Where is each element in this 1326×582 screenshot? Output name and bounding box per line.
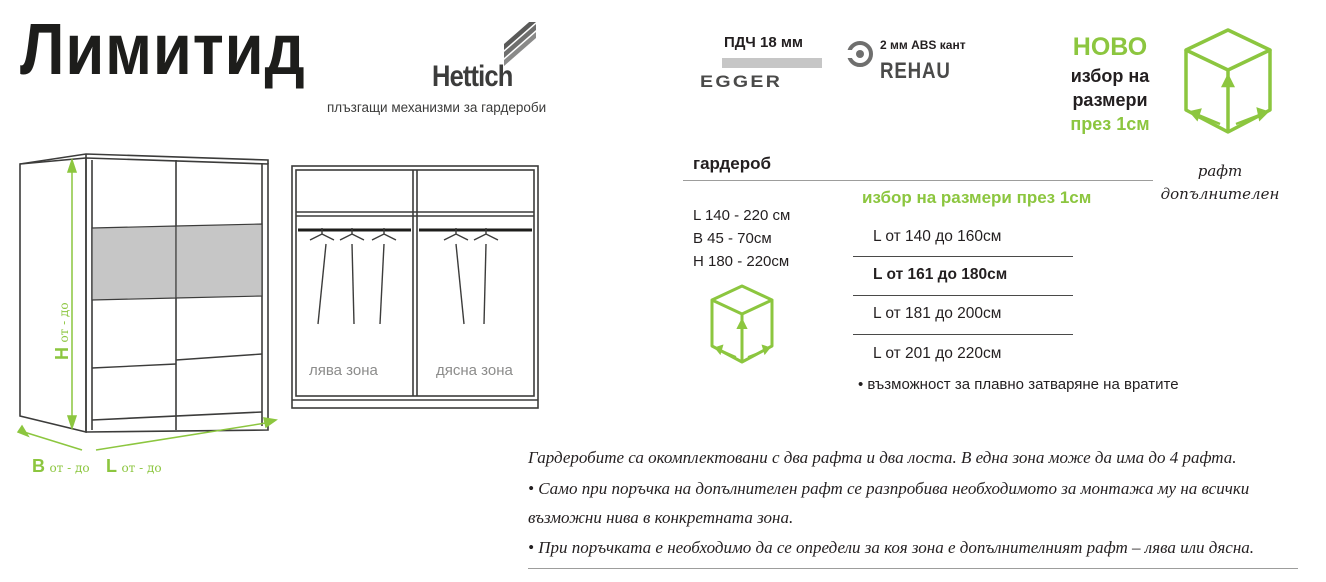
size-choice-title: избор на размери през 1см <box>862 188 1092 207</box>
small-cube-icon <box>706 280 778 370</box>
height-label <box>52 302 73 360</box>
heading-divider <box>683 180 1153 181</box>
paragraph-2: • Само при поръчка на допълнителен рафт се разпробива необходимото за монтажа му на всички <box>528 479 1250 498</box>
bottom-divider <box>528 568 1298 569</box>
paragraph-1: Гардеробите са окомплектовани с два рафта и два лоста. В една зона може да има до 4 рафта. <box>528 448 1237 467</box>
paragraph-4: • При поръчката е необходимо да се определи за коя зона е допълнителният рафт – лява или дясна. <box>528 538 1255 557</box>
left-zone-label: лява зона <box>309 362 378 379</box>
egger-logo: EGGER <box>700 72 783 91</box>
extra-shelf-label <box>1160 160 1280 205</box>
depth-label <box>32 456 90 477</box>
rehau-logo-icon <box>846 40 876 70</box>
novo-line1: избор на <box>1070 66 1150 86</box>
depth-letter: В <box>32 456 45 476</box>
size-row-divider <box>853 334 1073 335</box>
product-title: Лимитид <box>20 10 306 90</box>
size-row-2: L от 161 до 180см <box>873 266 1008 283</box>
brand-name: Hettich <box>432 60 513 93</box>
size-row-divider <box>853 295 1073 296</box>
rehau-logo: REHAU <box>880 58 951 83</box>
length-letter: L <box>106 456 117 476</box>
cube-resize-icon <box>1178 20 1278 140</box>
extra-shelf-line1: рафт <box>1197 162 1243 180</box>
height-letter: Н <box>52 347 72 360</box>
height-range: от - до <box>57 302 71 343</box>
extra-shelf-line2: допълнителен <box>1160 184 1280 203</box>
paragraph-3: възможни нива в конкретната зона. <box>528 508 794 527</box>
dimension-list <box>693 204 790 273</box>
wardrobe-heading: гардероб <box>693 154 772 173</box>
dim-height: Н 180 - 220см <box>693 253 790 270</box>
wardrobe-exterior-drawing <box>10 150 280 480</box>
depth-range: от - до <box>49 461 90 475</box>
egger-bar <box>722 58 822 68</box>
board-label: ПДЧ 18 мм <box>724 34 804 51</box>
edge-label: 2 мм ABS кант <box>880 38 966 52</box>
dim-depth: В 45 - 70см <box>693 230 772 247</box>
novo-line2: размери <box>1072 90 1148 110</box>
length-label <box>106 456 162 477</box>
novo-title: НОВО <box>1072 33 1148 61</box>
size-row-4: L от 201 до 220см <box>873 345 1002 362</box>
right-zone-label: дясна зона <box>436 362 513 379</box>
novo-line3: през 1см <box>1070 114 1150 134</box>
length-range: от - до <box>121 461 162 475</box>
size-row-divider <box>853 256 1073 257</box>
size-row-3: L от 181 до 200см <box>873 305 1002 322</box>
soft-close-note: • възможност за плавно затваряне на вратите <box>858 376 1179 393</box>
dim-length: L 140 - 220 см <box>693 207 791 224</box>
brand-subtitle: плъзгащи механизми за гардероби <box>327 100 547 115</box>
size-row-1: L от 140 до 160см <box>873 228 1002 245</box>
